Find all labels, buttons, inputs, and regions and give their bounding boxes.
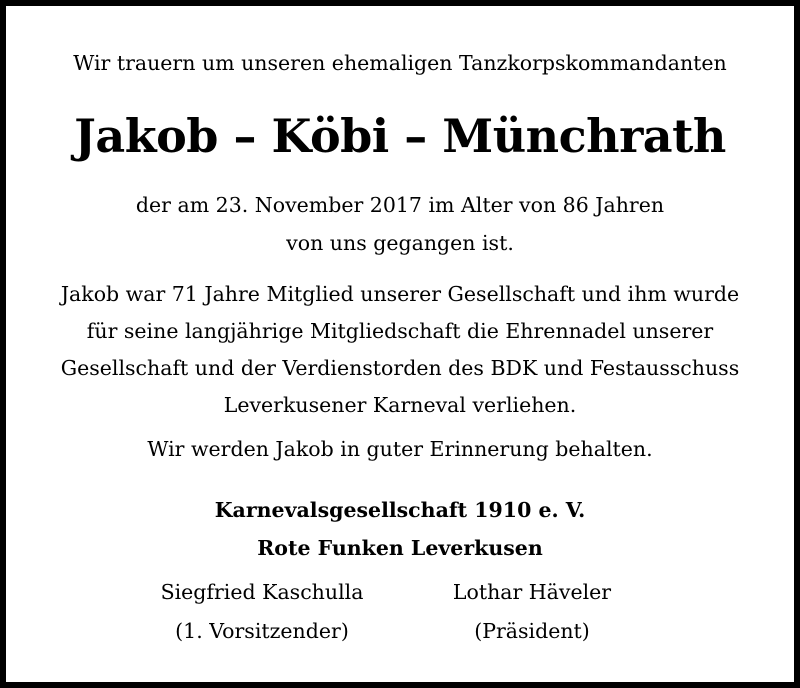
tribute-line-2: für seine langjährige Mitgliedschaft die Ehrennadel unserer [86,319,714,343]
intro-line: Wir trauern um unseren ehemaligen Tanzkorpskommandanten [73,51,727,75]
organization-name: Karnevalsgesellschaft 1910 e. V. [214,498,586,522]
signatory-name-2: Lothar Häveler [452,580,612,604]
tribute-line-4: Leverkusener Karneval verliehen. [223,393,577,417]
closing-line: Wir werden Jakob in guter Erinnerung behalten. [147,437,653,461]
deceased-name: Jakob – Köbi – Münchrath [74,109,726,163]
tribute-line-1: Jakob war 71 Jahre Mitglied unserer Gesellschaft und ihm wurde [60,282,740,306]
signatory-role-2: (Präsident) [474,619,590,643]
signatory-name-1: Siegfried Kaschulla [160,580,364,604]
signatory-role-1: (1. Vorsitzender) [175,619,349,643]
death-line-1: der am 23. November 2017 im Alter von 86 Jahren [135,193,665,217]
organization-subtitle: Rote Funken Leverkusen [257,536,543,560]
death-line-2: von uns gegangen ist. [286,231,514,255]
tribute-line-3: Gesellschaft und der Verdienstorden des BDK und Festausschuss [60,356,740,380]
